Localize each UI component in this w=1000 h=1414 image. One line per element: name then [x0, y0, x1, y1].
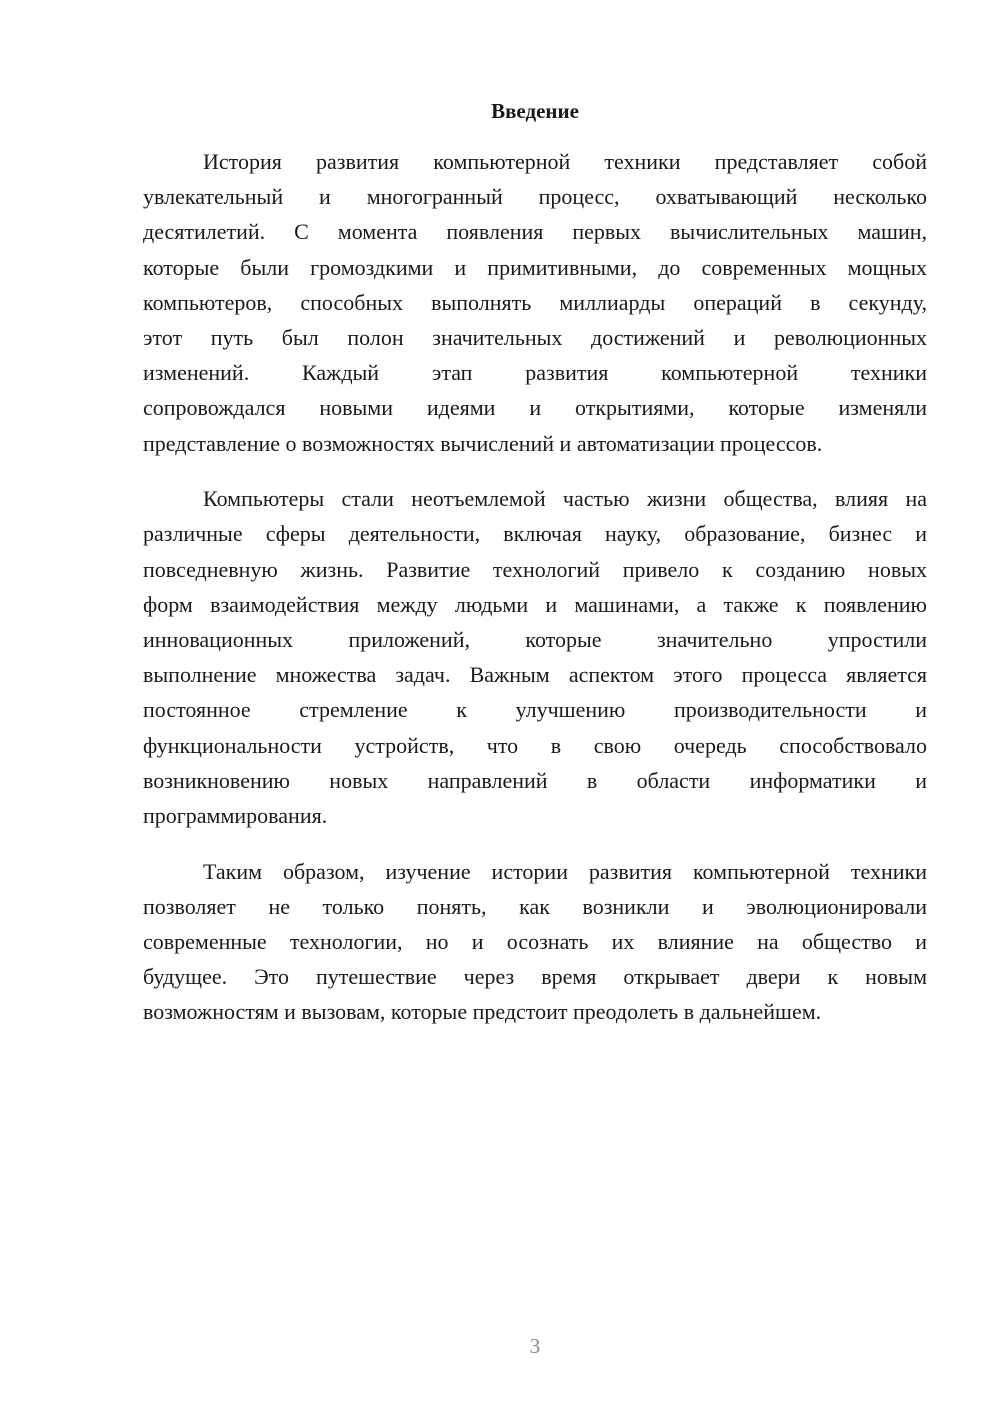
text-line: Таким образом, изучение истории развития компьютерной техники — [203, 858, 927, 884]
text-line: инновационных приложений, которые значительно упростили — [143, 626, 927, 652]
text-line: увлекательный и многогранный процесс, охватывающий несколько — [143, 184, 927, 210]
paragraph — [143, 144, 927, 461]
document-body — [143, 144, 927, 1050]
text-line: Компьютеры стали неотъемлемой частью жизни общества, влияя на — [203, 486, 927, 512]
text-line: сопровождался новыми идеями и открытиями, которые изменяли — [143, 395, 927, 421]
text-line: позволяет не только понять, как возникли и эволюционировали — [143, 893, 927, 919]
text-line: будущее. Это путешествие через время открывает двери к новым — [143, 964, 927, 990]
text-line: повседневную жизнь. Развитие технологий привело к созданию новых — [143, 556, 927, 582]
text-line: изменений. Каждый этап развития компьютерной техники — [143, 360, 927, 386]
text-line: функциональности устройств, что в свою очередь способствовало — [143, 732, 927, 758]
text-line: возникновению новых направлений в области информатики и — [143, 767, 927, 793]
text-line: выполнение множества задач. Важным аспектом этого процесса является — [143, 662, 927, 688]
text-line: программирования. — [143, 802, 328, 828]
text-line: современные технологии, но и осознать их влияние на общество и — [143, 928, 927, 954]
text-line: которые были громоздкими и примитивными, до современных мощных — [143, 254, 927, 280]
section-title: Введение — [491, 99, 579, 123]
page-number: 3 — [529, 1334, 541, 1358]
text-line: постоянное стремление к улучшению производительности и — [143, 697, 927, 723]
text-line: компьютеров, способных выполнять миллиарды операций в секунду, — [143, 289, 927, 315]
paragraph — [143, 481, 927, 833]
text-line: История развития компьютерной техники представляет собой — [203, 149, 927, 174]
paragraph — [143, 854, 927, 1030]
text-line: возможностям и вызовам, которые предстоит преодолеть в дальнейшем. — [143, 999, 822, 1025]
text-line: представление о возможностях вычислений и автоматизации процессов. — [143, 430, 823, 456]
text-line: десятилетий. С момента появления первых вычислительных машин, — [143, 219, 927, 245]
text-line: различные сферы деятельности, включая науку, образование, бизнес и — [143, 521, 927, 547]
text-line: форм взаимодействия между людьми и машинами, а также к появлению — [143, 591, 927, 617]
text-line: этот путь был полон значительных достижений и революционных — [143, 324, 927, 350]
